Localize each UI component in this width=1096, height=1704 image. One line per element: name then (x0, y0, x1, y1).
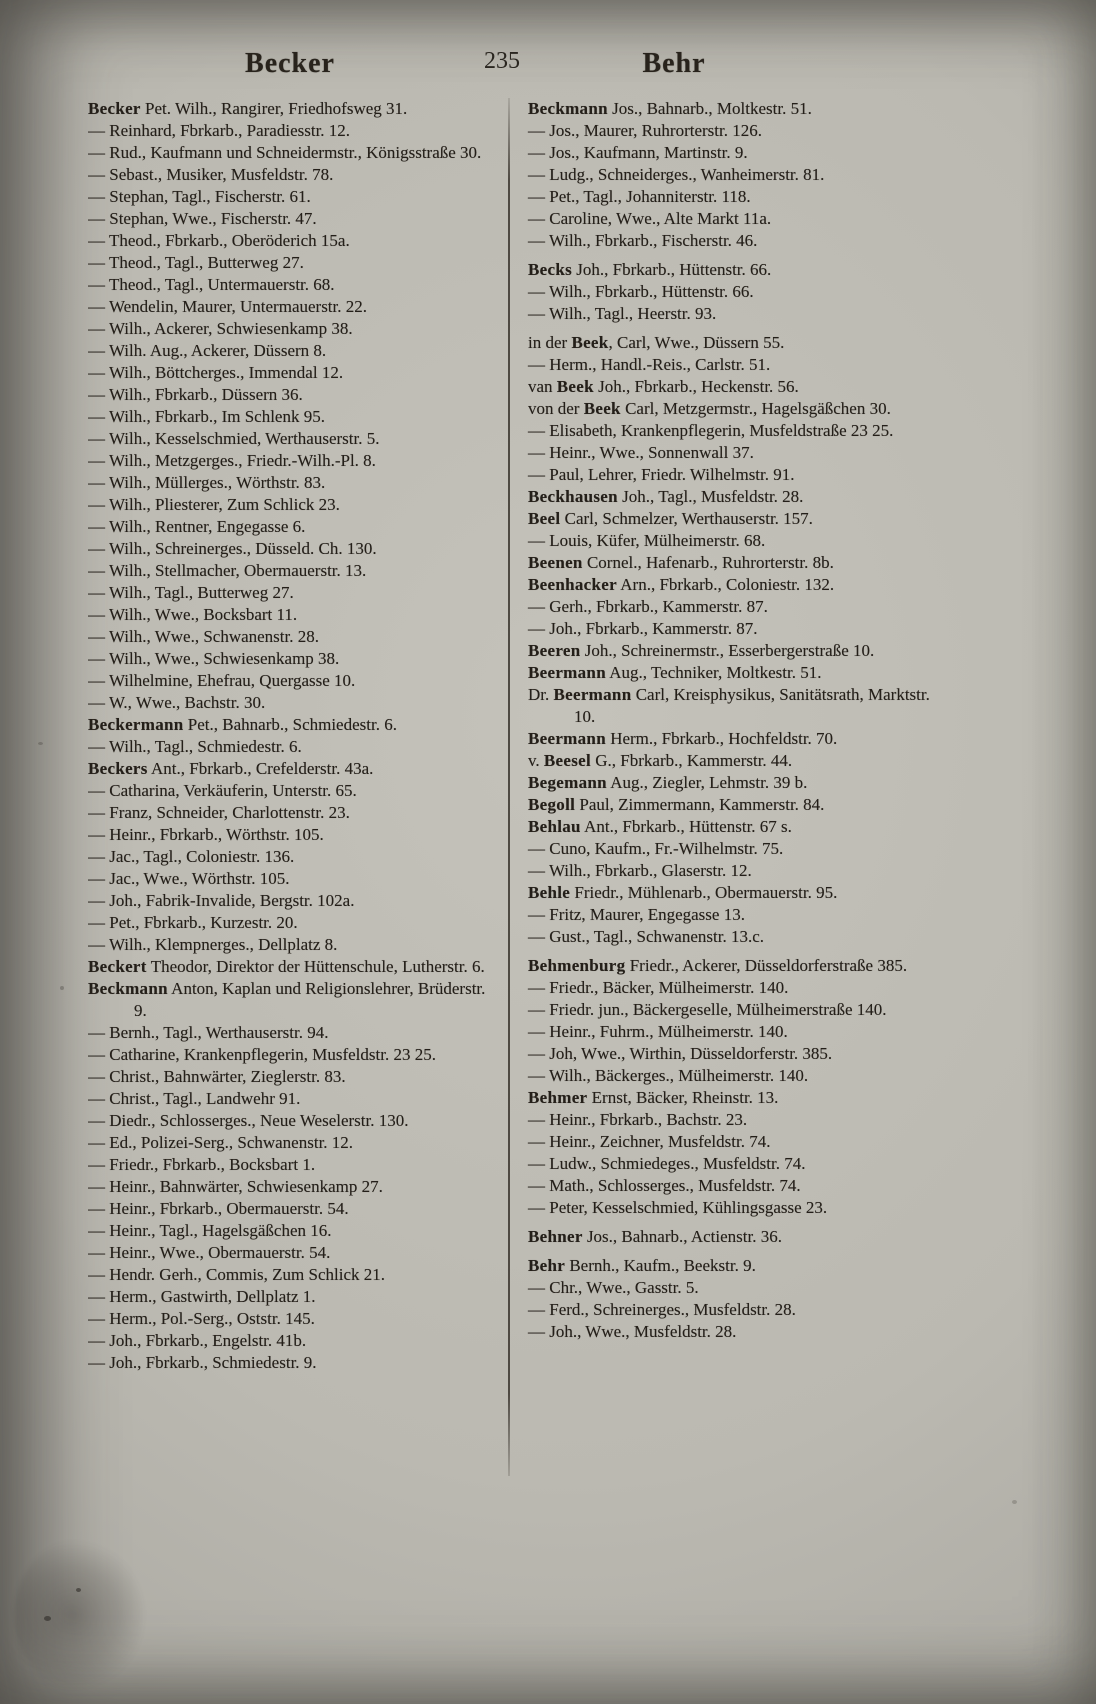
entry-text: — Wilh., Tagl., Schmiedestr. 6. (88, 737, 302, 756)
directory-entry (88, 340, 496, 362)
entry-text: Joh., Fbrkarb., Heckenstr. 56. (593, 377, 799, 396)
entry-text: — Ludw., Schmiedeges., Musfeldstr. 74. (528, 1154, 806, 1173)
directory-entry (528, 684, 948, 728)
entry-surname: Begemann (528, 773, 607, 792)
directory-entry (88, 1198, 496, 1220)
directory-entry (88, 626, 496, 648)
directory-entry (88, 318, 496, 340)
entry-text: — Wilh., Ackerer, Schwiesenkamp 38. (88, 319, 353, 338)
directory-entry (88, 560, 496, 582)
entry-text: Bernh., Kaufm., Beekstr. 9. (565, 1256, 756, 1275)
entry-prefix: v. (528, 751, 544, 770)
entry-prefix: in der (528, 333, 572, 352)
entry-surname: Beek (556, 377, 594, 396)
directory-entry (88, 142, 496, 164)
entry-prefix: von der (528, 399, 584, 418)
entry-text: — Theod., Tagl., Butterweg 27. (88, 253, 304, 272)
entry-text: — Jac., Tagl., Coloniestr. 136. (88, 847, 295, 866)
directory-entry (88, 1176, 496, 1198)
entry-text: — Herm., Pol.-Serg., Oststr. 145. (88, 1309, 315, 1328)
entry-text: Anton, Kaplan und Religionslehrer, Brüderstr. 9. (134, 979, 486, 1020)
entry-text: Joh., Schreinermstr., Esserbergerstraße 10. (580, 641, 875, 660)
directory-entry (88, 1066, 496, 1088)
entry-text: — Caroline, Wwe., Alte Markt 11a. (528, 209, 772, 228)
directory-entry (88, 714, 496, 736)
directory-entry (528, 1321, 948, 1343)
entry-text: — Friedr. jun., Bäckergeselle, Mülheimerstraße 140. (528, 1000, 887, 1019)
page-number: 235 (484, 48, 520, 74)
entry-surname: Behmenburg (528, 956, 626, 975)
directory-entry (528, 860, 948, 882)
entry-text: Pet. Wilh., Rangirer, Friedhofsweg 31. (140, 99, 408, 118)
directory-entry (528, 904, 948, 926)
entry-surname: Beckmann (528, 99, 608, 118)
entry-text: — Wilh., Stellmacher, Obermauerstr. 13. (88, 561, 367, 580)
directory-entry (528, 508, 948, 530)
directory-entry (88, 516, 496, 538)
entry-text: — Joh, Wwe., Wirthin, Düsseldorferstr. 385. (528, 1044, 833, 1063)
directory-entry (528, 574, 948, 596)
entry-text: — Wilh., Tagl., Heerstr. 93. (528, 304, 717, 323)
entry-text: Jos., Bahnarb., Moltkestr. 51. (607, 99, 812, 118)
directory-entry (528, 618, 948, 640)
entry-text: — Joh., Fbrkarb., Schmiedestr. 9. (88, 1353, 317, 1372)
directory-entry (528, 926, 948, 948)
entry-text: G., Fbrkarb., Kammerstr. 44. (591, 751, 793, 770)
entry-prefix: Dr. (528, 685, 554, 704)
directory-entry (88, 120, 496, 142)
entry-text: Arn., Fbrkarb., Coloniestr. 132. (616, 575, 835, 594)
scan-speck (76, 1588, 81, 1592)
entry-text: Joh., Fbrkarb., Hüttenstr. 66. (572, 260, 772, 279)
directory-entry (528, 999, 948, 1021)
entry-text: — Herm., Handl.-Reis., Carlstr. 51. (528, 355, 771, 374)
directory-columns (88, 98, 950, 1476)
entry-surname: Beckmann (88, 979, 168, 998)
entry-surname: Begoll (528, 795, 576, 814)
entry-surname: Beeren (528, 641, 581, 660)
directory-entry (528, 1131, 948, 1153)
entry-text: — Rud., Kaufmann und Schneidermstr., Königsstraße 30. (88, 143, 482, 162)
directory-entry (88, 956, 496, 978)
entry-surname: Beckers (88, 759, 148, 778)
directory-entry (528, 1226, 948, 1248)
entry-text: — Peter, Kesselschmied, Kühlingsgasse 23. (528, 1198, 828, 1217)
entry-text: — Ferd., Schreinerges., Musfeldstr. 28. (528, 1300, 796, 1319)
directory-entry (528, 838, 948, 860)
directory-entry (88, 362, 496, 384)
entry-text: — Wilh., Metzgerges., Friedr.-Wilh.-Pl. 8. (88, 451, 376, 470)
entry-text: — Cuno, Kaufm., Fr.-Wilhelmstr. 75. (528, 839, 784, 858)
entry-text: Cornel., Hafenarb., Ruhrorterstr. 8b. (582, 553, 834, 572)
entry-surname: Beckhausen (528, 487, 618, 506)
directory-entry (88, 758, 496, 780)
directory-entry (88, 912, 496, 934)
directory-entry (528, 164, 948, 186)
directory-entry (88, 1264, 496, 1286)
directory-entry (88, 186, 496, 208)
directory-entry (88, 98, 496, 120)
entry-surname: Beermann (553, 685, 632, 704)
directory-entry (528, 486, 948, 508)
directory-entry (88, 670, 496, 692)
entry-text: — Fritz, Maurer, Engegasse 13. (528, 905, 745, 924)
directory-entry (528, 259, 948, 281)
entry-text: — Wilh., Wwe., Schwanenstr. 28. (88, 627, 319, 646)
directory-entry (528, 332, 948, 354)
entry-text: — W., Wwe., Bachstr. 30. (88, 693, 266, 712)
entry-text: — Wilh., Rentner, Engegasse 6. (88, 517, 306, 536)
directory-entry (88, 252, 496, 274)
directory-entry (528, 1277, 948, 1299)
directory-entry (88, 802, 496, 824)
entry-text: — Heinr., Fbrkarb., Obermauerstr. 54. (88, 1199, 349, 1218)
entry-surname: Beesel (543, 751, 592, 770)
directory-entry (528, 1109, 948, 1131)
entry-surname: Beermann (528, 663, 606, 682)
entry-text: — Bernh., Tagl., Werthauserstr. 94. (88, 1023, 329, 1042)
entry-text: — Wilh., Tagl., Butterweg 27. (88, 583, 294, 602)
entry-text: — Friedr., Fbrkarb., Bocksbart 1. (88, 1155, 316, 1174)
directory-entry (88, 582, 496, 604)
directory-entry (88, 1110, 496, 1132)
entry-text: — Theod., Fbrkarb., Oberöderich 15a. (88, 231, 350, 250)
entry-text: — Wendelin, Maurer, Untermauerstr. 22. (88, 297, 368, 316)
entry-text: Carl, Kreisphysikus, Sanitätsrath, Marktstr. 10. (574, 685, 930, 726)
entry-text: — Wilh., Klempnerges., Dellplatz 8. (88, 935, 338, 954)
entry-text: Paul, Zimmermann, Kammerstr. 84. (575, 795, 825, 814)
entry-text: — Pet., Fbrkarb., Kurzestr. 20. (88, 913, 298, 932)
directory-entry (88, 1132, 496, 1154)
entry-text: — Heinr., Zeichner, Musfeldstr. 74. (528, 1132, 771, 1151)
directory-entry (88, 164, 496, 186)
entry-text: — Elisabeth, Krankenpflegerin, Musfeldstraße 23 25. (528, 421, 894, 440)
header-keyword-left: Becker (245, 48, 335, 79)
entry-surname: Beenen (528, 553, 583, 572)
directory-entry (88, 230, 496, 252)
directory-entry (528, 1255, 948, 1277)
scan-speck (38, 742, 43, 745)
entry-text: — Friedr., Bäcker, Mülheimerstr. 140. (528, 978, 789, 997)
directory-entry (528, 120, 948, 142)
directory-entry (528, 530, 948, 552)
directory-entry (88, 274, 496, 296)
entry-surname: Beenhacker (528, 575, 617, 594)
entry-text: — Sebast., Musiker, Musfeldstr. 78. (88, 165, 334, 184)
entry-surname: Behner (528, 1227, 583, 1246)
entry-text: — Catharina, Verkäuferin, Unterstr. 65. (88, 781, 357, 800)
directory-entry (88, 1154, 496, 1176)
entry-text: — Math., Schlosserges., Musfeldstr. 74. (528, 1176, 801, 1195)
entry-surname: Behr (528, 1256, 566, 1275)
entry-text: — Ed., Polizei-Serg., Schwanenstr. 12. (88, 1133, 354, 1152)
entry-text: — Wilh., Fbrkarb., Im Schlenk 95. (88, 407, 325, 426)
entry-surname: Beel (528, 509, 561, 528)
entry-text: — Theod., Tagl., Untermauerstr. 68. (88, 275, 335, 294)
directory-entry (88, 1088, 496, 1110)
directory-entry (528, 662, 948, 684)
entry-text: — Jac., Wwe., Wörthstr. 105. (88, 869, 290, 888)
directory-column-left (88, 98, 508, 1476)
entry-text: — Paul, Lehrer, Friedr. Wilhelmstr. 91. (528, 465, 795, 484)
entry-text: — Joh., Fabrik-Invalide, Bergstr. 102a. (88, 891, 355, 910)
entry-surname: Behle (528, 883, 571, 902)
entry-text: — Heinr., Fbrkarb., Bachstr. 23. (528, 1110, 748, 1129)
entry-text: — Reinhard, Fbrkarb., Paradiesstr. 12. (88, 121, 351, 140)
entry-text: — Wilh., Fbrkarb., Düssern 36. (88, 385, 303, 404)
entry-surname: Beek (571, 333, 609, 352)
entry-text: — Heinr., Fuhrm., Mülheimerstr. 140. (528, 1022, 788, 1041)
entry-text: — Heinr., Bahnwärter, Schwiesenkamp 27. (88, 1177, 383, 1196)
entry-text: — Chr., Wwe., Gasstr. 5. (528, 1278, 699, 1297)
entry-text: — Heinr., Wwe., Sonnenwall 37. (528, 443, 754, 462)
entry-text: Aug., Ziegler, Lehmstr. 39 b. (606, 773, 808, 792)
directory-entry (528, 750, 948, 772)
directory-entry (88, 1352, 496, 1374)
scan-speck (1012, 1500, 1017, 1504)
directory-entry (528, 1153, 948, 1175)
entry-text: — Hendr. Gerh., Commis, Zum Schlick 21. (88, 1265, 386, 1284)
directory-entry (528, 442, 948, 464)
directory-entry (88, 538, 496, 560)
entry-text: Jos., Bahnarb., Actienstr. 36. (582, 1227, 782, 1246)
directory-entry (528, 420, 948, 442)
entry-text: Aug., Techniker, Moltkestr. 51. (605, 663, 822, 682)
directory-entry (88, 384, 496, 406)
directory-entry (528, 596, 948, 618)
entry-text: — Joh., Wwe., Musfeldstr. 28. (528, 1322, 737, 1341)
directory-entry (88, 428, 496, 450)
directory-entry (528, 464, 948, 486)
directory-entry (528, 186, 948, 208)
directory-entry (528, 142, 948, 164)
entry-text: — Gerh., Fbrkarb., Kammerstr. 87. (528, 597, 768, 616)
directory-entry (528, 1065, 948, 1087)
directory-entry (88, 494, 496, 516)
entry-text: — Joh., Fbrkarb., Kammerstr. 87. (528, 619, 758, 638)
directory-entry (88, 1330, 496, 1352)
entry-surname: Behlau (528, 817, 581, 836)
entry-text: — Jos., Kaufmann, Martinstr. 9. (528, 143, 748, 162)
entry-text: — Louis, Küfer, Mülheimerstr. 68. (528, 531, 766, 550)
entry-text: Joh., Tagl., Musfeldstr. 28. (617, 487, 804, 506)
directory-entry (528, 1197, 948, 1219)
directory-entry (88, 296, 496, 318)
entry-text: — Christ., Bahnwärter, Zieglerstr. 83. (88, 1067, 346, 1086)
directory-entry (88, 1286, 496, 1308)
directory-entry (528, 208, 948, 230)
directory-entry (88, 868, 496, 890)
scan-speck (44, 1616, 51, 1621)
directory-entry (528, 816, 948, 838)
directory-entry (528, 640, 948, 662)
entry-text: Theodor, Direktor der Hüttenschule, Lutherstr. 6. (146, 957, 485, 976)
directory-entry (88, 934, 496, 956)
entry-text: — Wilh., Kesselschmied, Werthauserstr. 5. (88, 429, 380, 448)
entry-text: Ernst, Bäcker, Rheinstr. 13. (587, 1088, 779, 1107)
entry-text: — Wilh., Böttcherges., Immendal 12. (88, 363, 344, 382)
entry-text: — Wilh., Wwe., Bocksbart 11. (88, 605, 298, 624)
entry-surname: Becks (528, 260, 572, 279)
entry-text: Herm., Fbrkarb., Hochfeldstr. 70. (605, 729, 838, 748)
entry-text: — Stephan, Wwe., Fischerstr. 47. (88, 209, 317, 228)
entry-text: — Wilh., Müllerges., Wörthstr. 83. (88, 473, 326, 492)
scan-blotch (14, 1540, 144, 1690)
directory-entry (528, 1043, 948, 1065)
scan-speck (60, 986, 64, 990)
directory-entry (528, 1087, 948, 1109)
entry-surname: Beek (583, 399, 621, 418)
directory-entry (528, 1175, 948, 1197)
entry-text: — Wilhelmine, Ehefrau, Quergasse 10. (88, 671, 356, 690)
directory-entry (88, 472, 496, 494)
directory-entry (88, 780, 496, 802)
entry-text: — Wilh. Aug., Ackerer, Düssern 8. (88, 341, 327, 360)
directory-entry (528, 882, 948, 904)
entry-surname: Beckert (88, 957, 147, 976)
directory-entry (88, 1308, 496, 1330)
directory-entry (88, 692, 496, 714)
directory-entry (88, 406, 496, 428)
entry-text: — Jos., Maurer, Ruhrorterstr. 126. (528, 121, 762, 140)
entry-text: — Catharine, Krankenpflegerin, Musfeldstr. 23 25. (88, 1045, 436, 1064)
entry-text: — Joh., Fbrkarb., Engelstr. 41b. (88, 1331, 307, 1350)
page-header (0, 48, 1096, 88)
directory-entry (528, 376, 948, 398)
entry-text: — Wilh., Fbrkarb., Fischerstr. 46. (528, 231, 758, 250)
directory-entry (88, 736, 496, 758)
header-keyword-right: Behr (642, 48, 706, 79)
entry-text: Carl, Schmelzer, Werthauserstr. 157. (560, 509, 813, 528)
directory-entry (528, 98, 948, 120)
entry-text: Ant., Fbrkarb., Hüttenstr. 67 s. (580, 817, 792, 836)
directory-entry (528, 977, 948, 999)
entry-text: — Heinr., Wwe., Obermauerstr. 54. (88, 1243, 331, 1262)
entry-text: — Diedr., Schlosserges., Neue Weselerstr. 130. (88, 1111, 409, 1130)
directory-entry (528, 1021, 948, 1043)
entry-text: , Carl, Wwe., Düssern 55. (608, 333, 785, 352)
directory-entry (528, 230, 948, 252)
entry-text: — Wilh., Schreinerges., Düsseld. Ch. 130. (88, 539, 377, 558)
directory-entry (528, 772, 948, 794)
directory-entry (88, 208, 496, 230)
directory-entry (88, 890, 496, 912)
directory-entry (88, 450, 496, 472)
entry-prefix: van (528, 377, 557, 396)
entry-text: Carl, Metzgermstr., Hagelsgäßchen 30. (620, 399, 891, 418)
directory-column-right (510, 98, 948, 1476)
entry-text: Friedr., Mühlenarb., Obermauerstr. 95. (570, 883, 838, 902)
directory-entry (528, 552, 948, 574)
directory-entry (88, 1044, 496, 1066)
entry-surname: Beermann (528, 729, 606, 748)
entry-text: — Wilh., Bäckerges., Mülheimerstr. 140. (528, 1066, 809, 1085)
directory-entry (528, 955, 948, 977)
directory-entry (88, 846, 496, 868)
entry-text: — Wilh., Wwe., Schwiesenkamp 38. (88, 649, 340, 668)
entry-text: — Wilh., Fbrkarb., Glaserstr. 12. (528, 861, 752, 880)
directory-entry (88, 604, 496, 626)
entry-text: Ant., Fbrkarb., Crefelderstr. 43a. (147, 759, 374, 778)
entry-text: — Herm., Gastwirth, Dellplatz 1. (88, 1287, 316, 1306)
directory-entry (528, 398, 948, 420)
entry-text: — Heinr., Tagl., Hagelsgäßchen 16. (88, 1221, 332, 1240)
directory-entry (528, 728, 948, 750)
directory-entry (88, 1022, 496, 1044)
entry-text: — Ludg., Schneiderges., Wanheimerstr. 81. (528, 165, 825, 184)
entry-text: Friedr., Ackerer, Düsseldorferstraße 385. (625, 956, 908, 975)
entry-surname: Behmer (528, 1088, 588, 1107)
entry-surname: Beckermann (88, 715, 184, 734)
directory-entry (528, 303, 948, 325)
entry-text: — Stephan, Tagl., Fischerstr. 61. (88, 187, 311, 206)
directory-entry (88, 1220, 496, 1242)
entry-text: — Gust., Tagl., Schwanenstr. 13.c. (528, 927, 764, 946)
directory-entry (528, 354, 948, 376)
directory-entry (88, 1242, 496, 1264)
entry-text: — Pet., Tagl., Johanniterstr. 118. (528, 187, 751, 206)
directory-entry (88, 648, 496, 670)
entry-text: — Wilh., Fbrkarb., Hüttenstr. 66. (528, 282, 754, 301)
directory-entry (528, 794, 948, 816)
directory-entry (88, 824, 496, 846)
directory-entry (528, 1299, 948, 1321)
entry-surname: Becker (88, 99, 141, 118)
entry-text: — Wilh., Pliesterer, Zum Schlick 23. (88, 495, 340, 514)
directory-entry (528, 281, 948, 303)
directory-entry (88, 978, 496, 1022)
entry-text: — Christ., Tagl., Landwehr 91. (88, 1089, 301, 1108)
entry-text: — Franz, Schneider, Charlottenstr. 23. (88, 803, 350, 822)
entry-text: Pet., Bahnarb., Schmiedestr. 6. (183, 715, 397, 734)
entry-text: — Heinr., Fbrkarb., Wörthstr. 105. (88, 825, 324, 844)
